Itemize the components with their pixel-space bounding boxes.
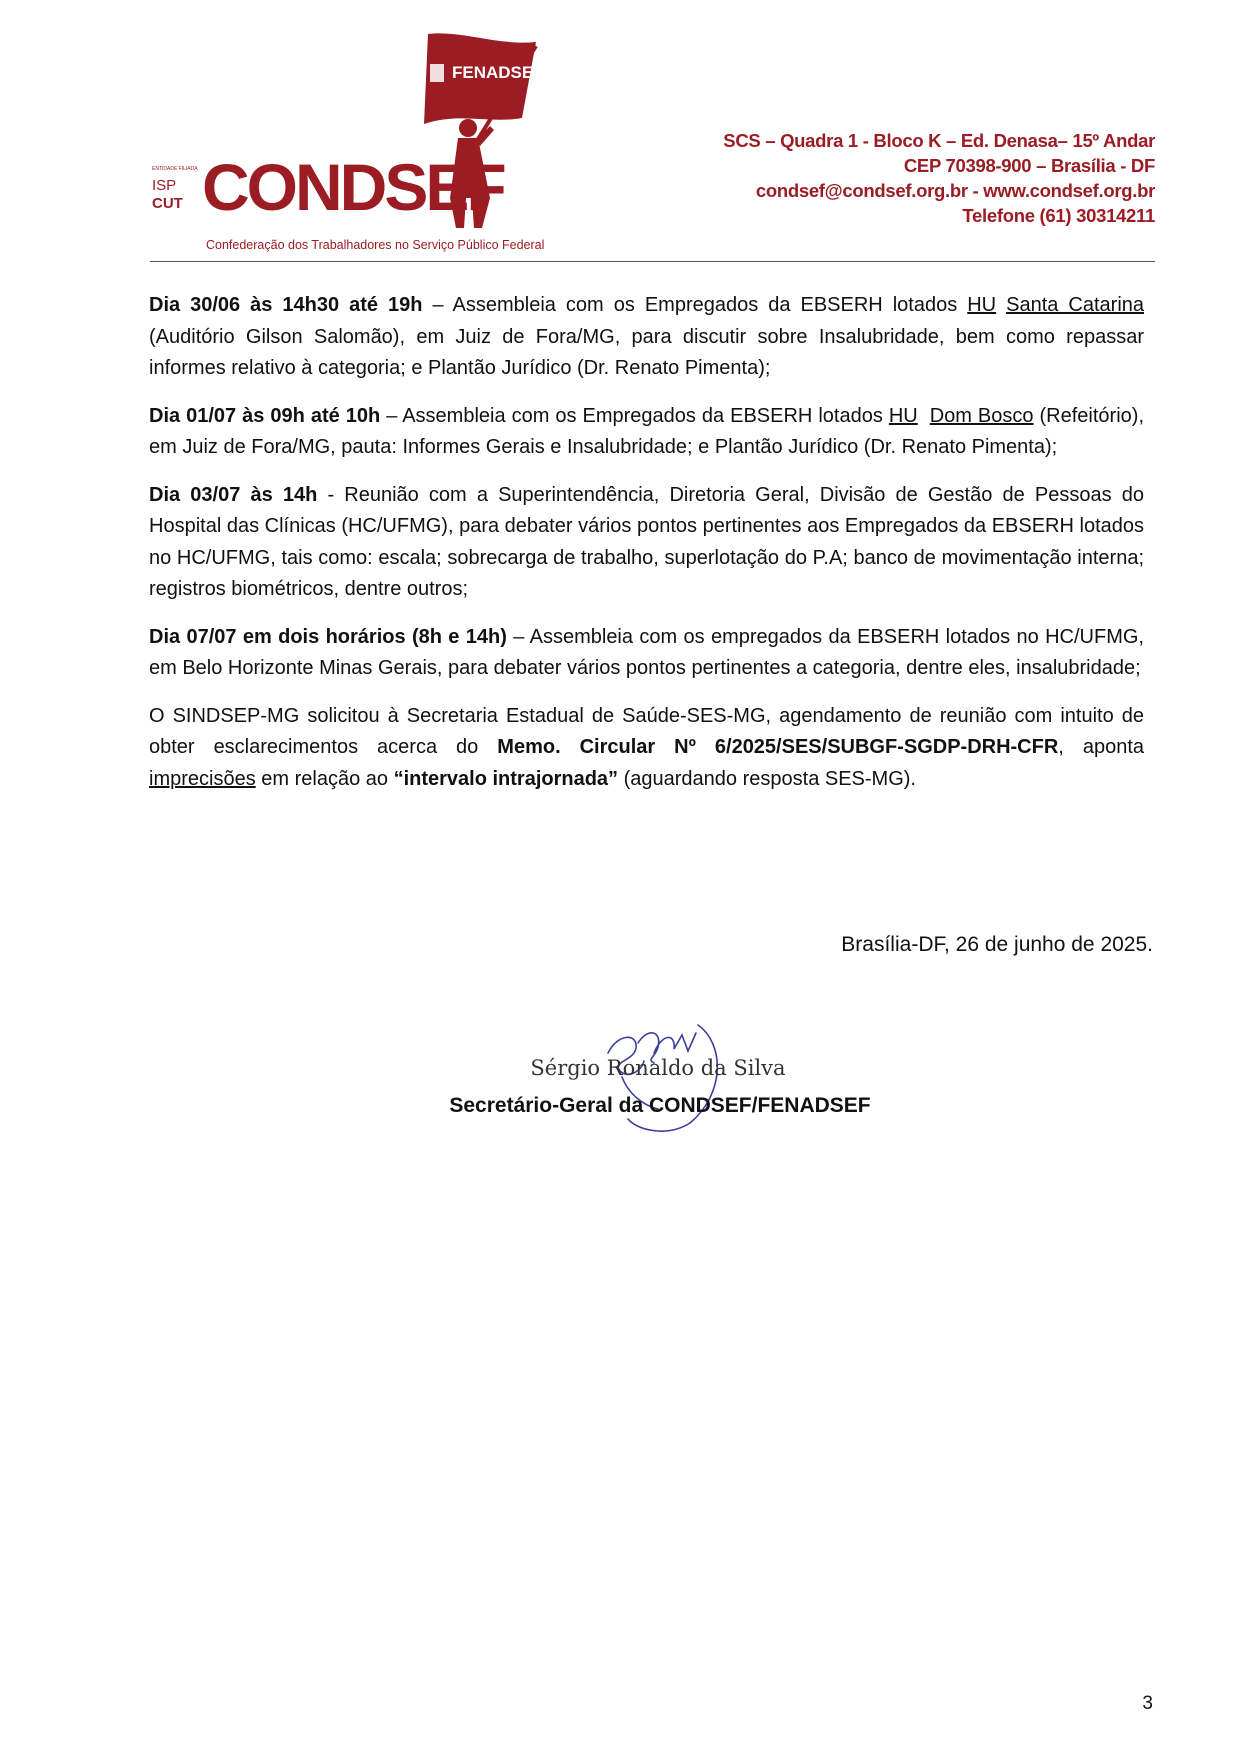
paragraph-1-underlined-place: Santa Catarina: [1006, 294, 1145, 316]
paragraph-5-text: O SINDSEP-MG solicitou à Secretaria Estadual de Saúde-SES-MG, agendamento de reunião com intuito de obter esclarecimentos acerca do: [149, 704, 1144, 758]
paragraph-2-text: – Assembleia com os Empregados da EBSERH lotados: [380, 404, 889, 427]
condsef-logo: [152, 28, 610, 258]
paragraph-5-text-2: , aponta: [1058, 736, 1145, 758]
address-cep: CEP 70398-900 – Brasília - DF: [903, 155, 1155, 176]
paragraph-4-text: – Assembleia com os empregados da EBSERH lotados no HC/UFMG, em Belo Horizonte Minas Gerais, para debater vários pontos pertinentes a categoria, dentre eles, insalubridade;: [149, 625, 1144, 679]
paragraph-5-text-4: (aguardando resposta SES-MG).: [618, 767, 916, 790]
affiliation-cut-text: CUT: [152, 195, 183, 212]
paragraph-1-underlined: HU: [967, 294, 997, 316]
paragraph-2-underlined: HU: [888, 404, 918, 427]
paragraph-5-text-3: em relação ao: [255, 767, 394, 790]
signer-name: Sérgio Ronaldo da Silva: [530, 1056, 786, 1080]
address-block: [595, 128, 1155, 228]
paragraph-5-underlined: imprecisões: [149, 767, 256, 790]
paragraph-2-text-end: (Refeitório), em Juiz de Fora/MG, pauta: Informes Gerais e Insalubridade; e Plantão Jurídico (Dr. Renato Pimenta);: [149, 404, 1144, 458]
paragraph-5: [149, 701, 1144, 796]
affiliation-small-text: ENTIDADE FILIADA: [152, 166, 198, 172]
spacer: [996, 294, 1006, 316]
paragraph-5-bold-quote: “intervalo intrajornada”: [393, 767, 619, 790]
affiliation-isp-text: ISP: [152, 177, 177, 194]
paragraph-2-date: Dia 01/07 às 09h até 10h: [149, 404, 381, 427]
contact-phone: Telefone (61) 30314211: [962, 205, 1155, 226]
contact-email-web: condsef@condsef.org.br - www.condsef.org.br: [755, 180, 1155, 201]
paragraph-1-date: Dia 30/06 às 14h30 até 19h: [149, 294, 423, 316]
logo-tagline: Confederação dos Trabalhadores no Serviço Público Federal: [206, 238, 545, 252]
address-line: SCS – Quadra 1 - Bloco K – Ed. Denasa– 15º Andar: [723, 130, 1155, 151]
paragraph-3-date: Dia 03/07 às 14h: [149, 483, 318, 506]
page-number: 3: [1142, 1693, 1153, 1714]
flag-brand-text: FENADSEF: [452, 63, 544, 82]
brand-wordmark: CONDSEF: [202, 150, 504, 224]
document-body: [149, 290, 1144, 811]
paragraph-3: [149, 480, 1144, 606]
header-divider: [150, 261, 1155, 262]
paragraph-4: [149, 622, 1144, 685]
paragraph-1-text-end: (Auditório Gilson Salomão), em Juiz de Fora/MG, para discutir sobre Insalubridade, bem como repassar informes relativo à categoria; e Plantão Jurídico (Dr. Renato Pimenta);: [149, 325, 1144, 379]
spacer: [918, 405, 930, 427]
paragraph-1: [149, 290, 1144, 385]
signer-role: Secretário-Geral da CONDSEF/FENADSEF: [449, 1094, 871, 1117]
paragraph-4-date: Dia 07/07 em dois horários (8h e 14h): [149, 625, 507, 648]
paragraph-1-text: – Assembleia com os Empregados da EBSERH lotados: [422, 294, 968, 316]
memo-reference: Memo. Circular Nº 6/2025/SES/SUBGF-SGDP-DRH-CFR: [497, 736, 1059, 758]
paragraph-3-text: - Reunião com a Superintendência, Diretoria Geral, Divisão de Gestão de Pessoas do Hospital das Clínicas (HC/UFMG), para debater vários pontos pertinentes aos Empregados da EBSERH lotados no HC/UFMG, tais como: escala; sobrecarga de trabalho, superlotação do P.A; banco de movimentação interna; registros biométricos, dentre outros;: [149, 483, 1144, 600]
document-date: Brasília-DF, 26 de junho de 2025.: [841, 933, 1153, 956]
paragraph-2: [149, 401, 1144, 464]
paragraph-2-underlined-place: Dom Bosco: [929, 404, 1034, 427]
flag-icon: [424, 33, 544, 168]
